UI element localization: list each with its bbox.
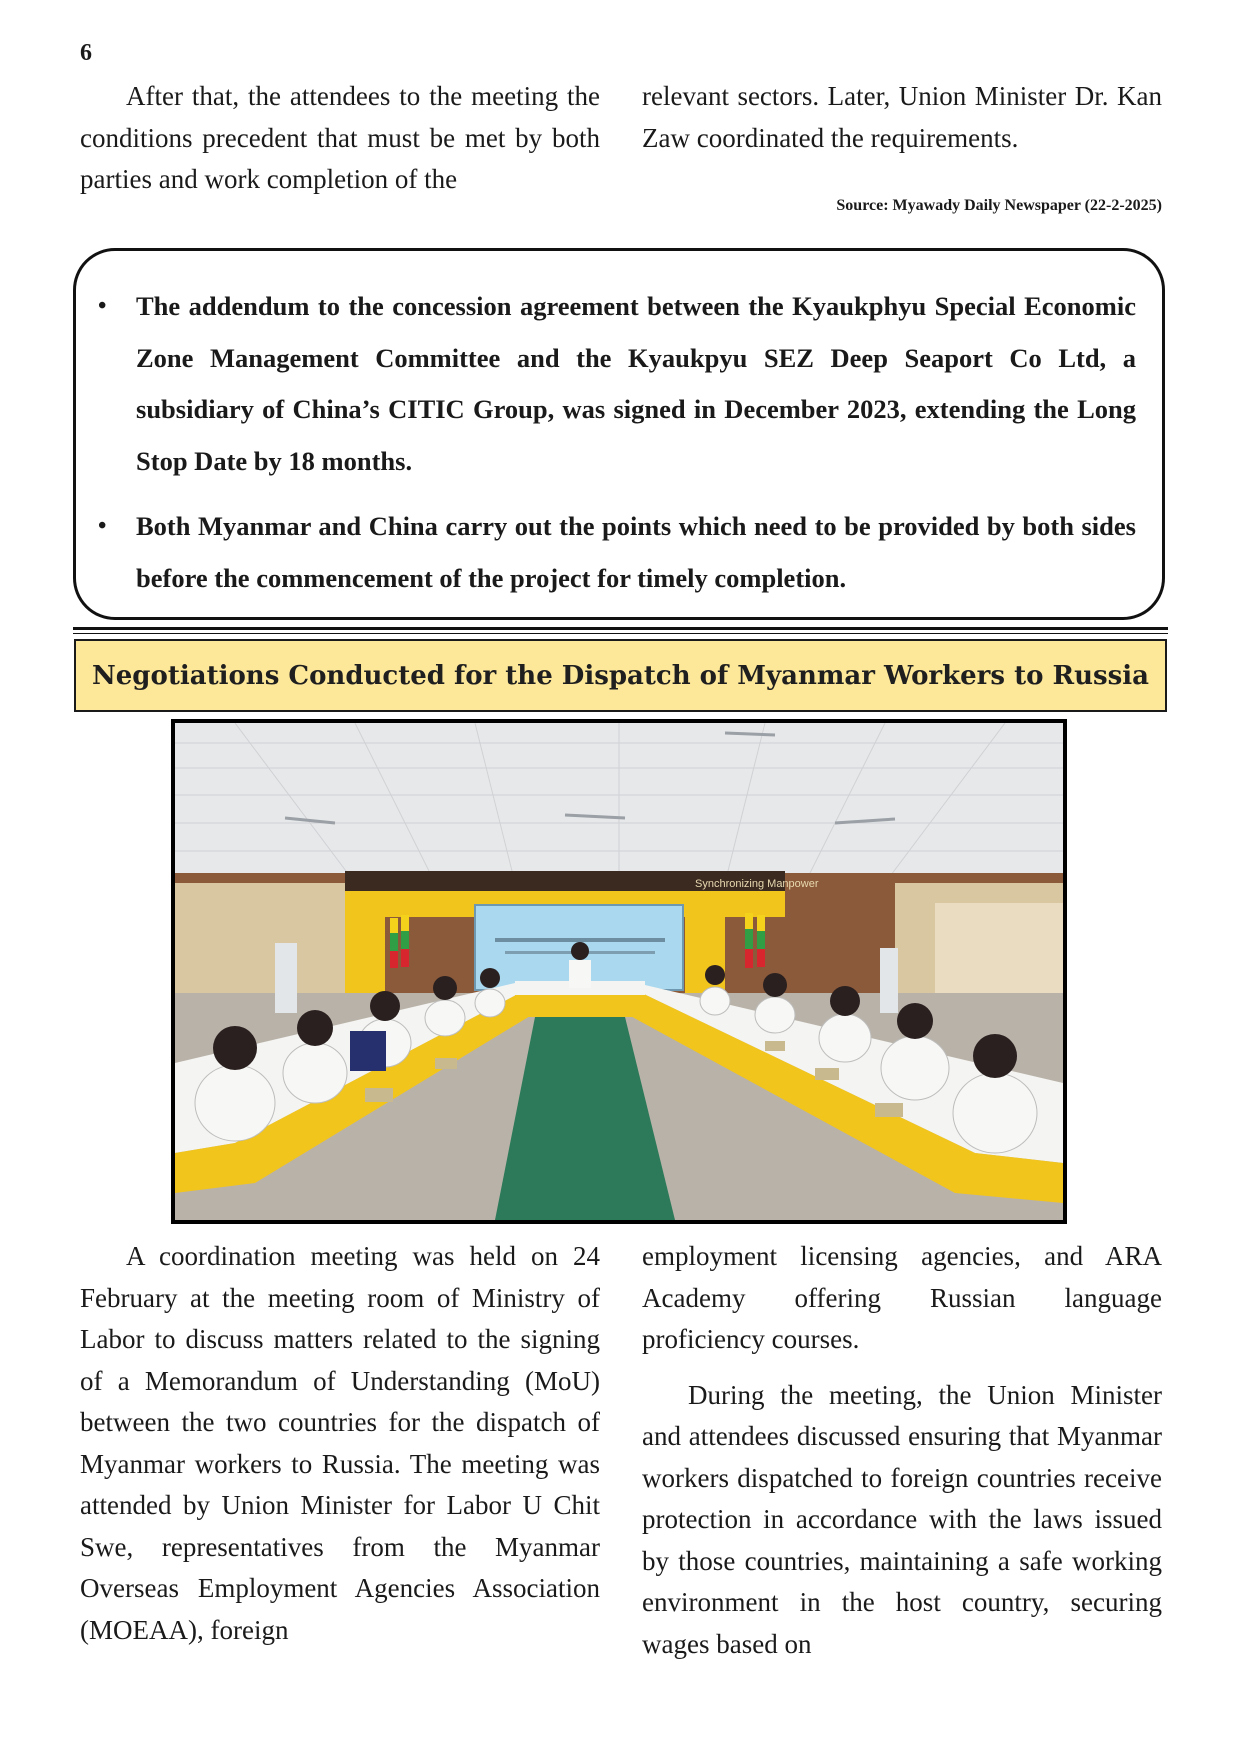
divider-thin (73, 633, 1168, 634)
highlight-item: • The addendum to the concession agreement between the Kyaukphyu Special Economic Zone Management Committee and the Kyaukpyu SEZ Deep Seaport Co Ltd, a subsidiary of China’s CITIC Group, was signed in December 2023, extending the Long Stop Date by 18 months. (98, 281, 1136, 487)
highlight-box (73, 248, 1165, 620)
meeting-photo-illustration (175, 723, 1063, 1220)
source-citation: Source: Myawady Daily Newspaper (22-2-2025) (836, 197, 1162, 214)
top-left-column (80, 76, 600, 201)
banner-text: Synchronizing Manpower (695, 878, 819, 890)
top-right-column (642, 76, 1162, 159)
article-left-column (80, 1236, 600, 1651)
article-paragraph: During the meeting, the Union Minister and attendees discussed ensuring that Myanmar workers dispatched to foreign countries receive protection in accordance with the laws issued by those countries, maintaining a safe working environment in the host country, securing wages based on (642, 1379, 1162, 1659)
article-paragraph: A coordination meeting was held on 24 February at the meeting room of Ministry of Labor to discuss matters related to the signing of a Memorandum of Understanding (MoU) between the two countries for the dispatch of Myanmar workers to Russia. The meeting was attended by Union Minister for Labor U Chit Swe, representatives from the Myanmar Overseas Employment Agencies Association (MOEAA), foreign (80, 1241, 600, 1645)
highlight-item: • Both Myanmar and China carry out the points which need to be provided by both sides before the commencement of the project for timely completion. (98, 501, 1136, 604)
divider-thick (73, 627, 1168, 630)
article-paragraph: employment licensing agencies, and ARA Academy offering Russian language proficiency courses. (642, 1241, 1162, 1354)
top-right-paragraph: relevant sectors. Later, Union Minister Dr. Kan Zaw coordinated the requirements. (642, 81, 1162, 153)
top-left-paragraph: After that, the attendees to the meeting the conditions precedent that must be met by both parties and work completion of the (80, 81, 600, 194)
article-right-column (642, 1236, 1162, 1665)
highlight-list (98, 281, 1136, 604)
meeting-photo (171, 719, 1067, 1224)
page-number: 6 (80, 40, 92, 66)
section-heading: Negotiations Conducted for the Dispatch of Myanmar Workers to Russia (74, 639, 1167, 712)
